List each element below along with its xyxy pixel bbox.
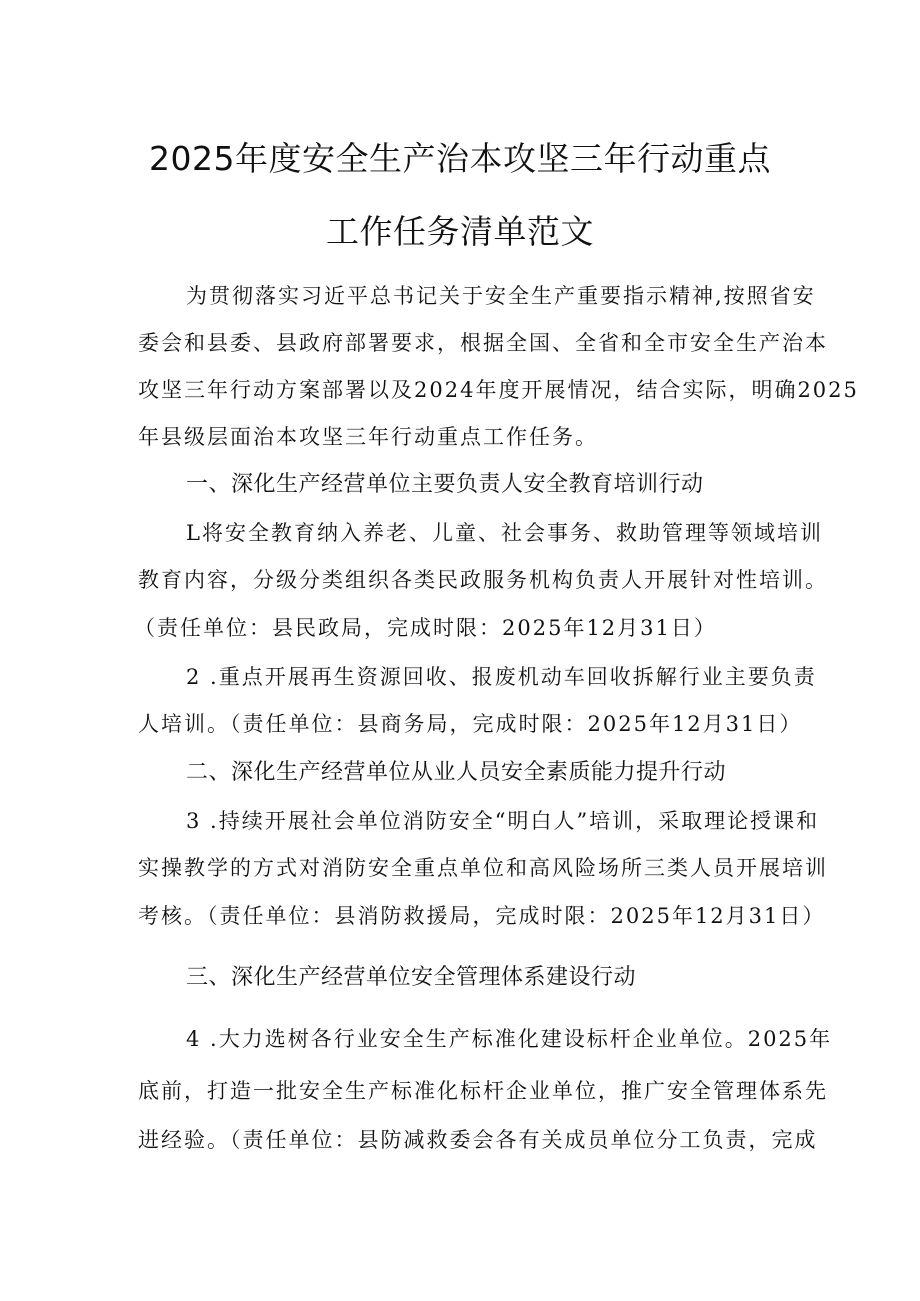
item-3-line-1: 3 .持续开展社会单位消防安全“明白人”培训，采取理论授课和 [186,809,820,833]
item-1-line-2: 教育内容，分级分类组织各类民政服务机构负责人开展针对性培训。 [138,568,828,592]
section-2-heading: 二、深化生产经营单位从业人员安全素质能力提升行动 [186,760,727,785]
item-1-line-3: （责任单位：县民政局，完成时限：2025年12月31日） [134,616,717,640]
item-4-line-1: 4 .大力选树各行业安全生产标准化建设标杆企业单位。2025年 [186,1027,833,1051]
intro-line-3: 攻坚三年行动方案部署以及2024年度开展情况，结合实际，明确2025 [138,378,859,402]
item-2-line-1: 2 .重点开展再生资源回收、报废机动车回收拆解行业主要负责 [186,665,817,689]
item-4-line-3: 进经验。（责任单位：县防减救委会各有关成员单位分工负责，完成 [138,1128,818,1152]
section-1-heading: 一、深化生产经营单位主要负责人安全教育培训行动 [186,472,704,497]
document-title-line-1: 2025年度安全生产治本攻坚三年行动重点 [149,139,771,178]
item-2-line-2: 人培训。（责任单位：县商务局，完成时限：2025年12月31日） [138,712,803,736]
document-title-line-2: 工作任务清单范文 [326,212,594,251]
item-3-line-3: 考核。（责任单位：县消防救援局，完成时限：2025年12月31日） [138,904,826,928]
item-1-line-1: L将安全教育纳入养老、儿童、社会事务、救助管理等领域培训 [186,521,823,545]
section-3-heading: 三、深化生产经营单位安全管理体系建设行动 [186,965,637,990]
intro-line-1: 为贯彻落实习近平总书记关于安全生产重要指示精神,按照省安 [186,284,816,308]
intro-line-2: 委会和县委、县政府部署要求，根据全国、全省和全市安全生产治本 [138,331,828,355]
intro-line-4: 年县级层面治本攻坚三年行动重点工作任务。 [138,425,598,449]
item-4-line-2: 底前，打造一批安全生产标准化标杆企业单位，推广安全管理体系先 [138,1079,828,1103]
item-3-line-2: 实操教学的方式对消防安全重点单位和高风险场所三类人员开展培训 [138,856,828,880]
